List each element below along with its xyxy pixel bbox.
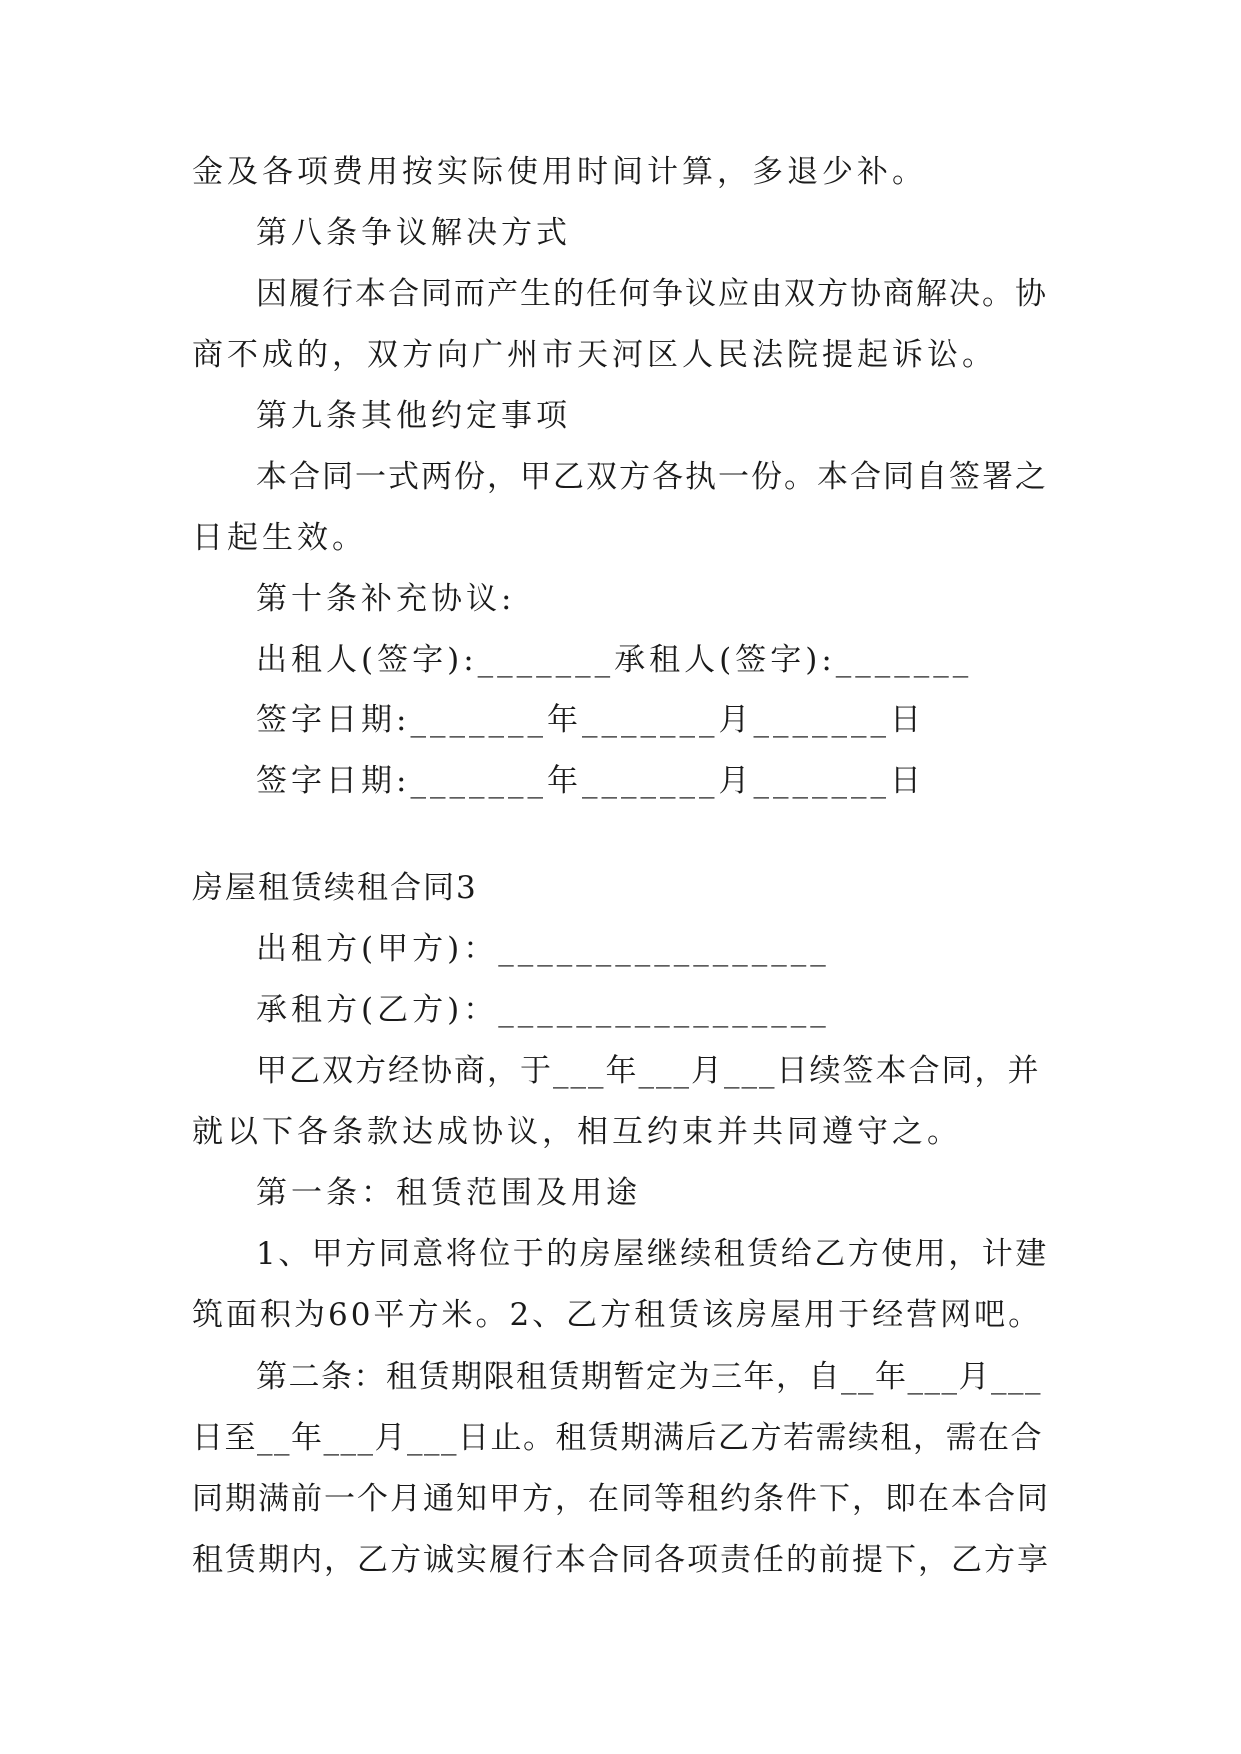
section-heading: 第一条：租赁范围及用途: [256, 1175, 641, 1211]
paragraph-line: 因履行本合同而产生的任何争议应由双方协商解决。协: [256, 276, 1048, 312]
document-title: 房屋租赁续租合同3: [192, 870, 478, 906]
paragraph-line: 本合同一式两份，甲乙双方各执一份。本合同自签署之: [256, 459, 1048, 495]
paragraph-line: 筑面积为60平方米。2、乙方租赁该房屋用于经营网吧。: [192, 1297, 1043, 1333]
paragraph-line: 第二条：租赁期限租赁期暂定为三年，自__年___月___: [256, 1359, 1042, 1395]
party-line-lessee: 承租方(乙方)：_________________: [256, 992, 830, 1028]
paragraph-line: 1、甲方同意将位于的房屋继续租赁给乙方使用，计建: [256, 1236, 1049, 1272]
paragraph-line: 租赁期内，乙方诚实履行本合同各项责任的前提下，乙方享: [192, 1542, 1050, 1578]
paragraph-line: 同期满前一个月通知甲方，在同等租约条件下，即在本合同: [192, 1481, 1050, 1517]
signature-date-line: 签字日期:_______年_______月_______日: [256, 763, 925, 799]
paragraph-line: 金及各项费用按实际使用时间计算，多退少补。: [192, 154, 927, 190]
section-heading: 第八条争议解决方式: [256, 215, 571, 251]
paragraph-line: 日至__年___月___日止。租赁期满后乙方若需续租，需在合: [192, 1420, 1043, 1456]
paragraph-line: 日起生效。: [192, 520, 367, 556]
party-line-lessor: 出租方(甲方)：_________________: [256, 931, 830, 967]
paragraph-line: 就以下各条款达成协议，相互约束并共同遵守之。: [192, 1114, 962, 1150]
section-heading: 第九条其他约定事项: [256, 398, 571, 434]
signature-date-line: 签字日期:_______年_______月_______日: [256, 702, 925, 738]
section-heading: 第十条补充协议:: [256, 581, 516, 617]
paragraph-line: 商不成的，双方向广州市天河区人民法院提起诉讼。: [192, 337, 997, 373]
paragraph-line: 甲乙双方经协商，于___年___月___日续签本合同，并: [256, 1053, 1041, 1089]
signature-line: 出租人(签字):_______承租人(签字):_______: [256, 642, 973, 678]
